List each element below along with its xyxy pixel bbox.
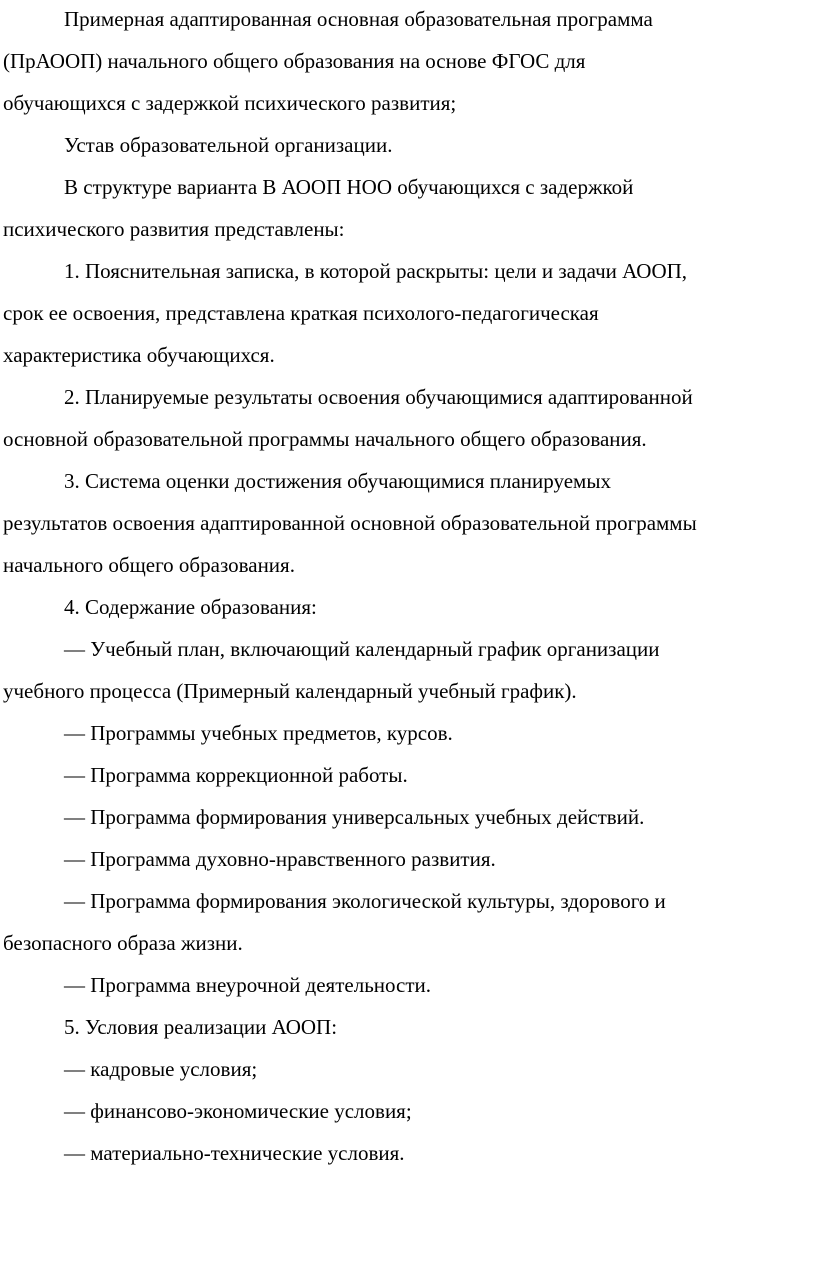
text-line: 3. Система оценки достижения обучающимися планируемых <box>64 469 611 493</box>
text-line: — Программа формирования универсальных учебных действий. <box>64 805 645 829</box>
text-line: результатов освоения адаптированной основной образовательной программы <box>3 511 697 535</box>
text-line: (ПрАООП) начального общего образования на основе ФГОС для <box>3 49 586 73</box>
text-line: 5. Условия реализации АООП: <box>64 1015 338 1039</box>
text-line: основной образовательной программы начального общего образования. <box>3 427 647 451</box>
text-line: безопасного образа жизни. <box>3 931 243 955</box>
text-line: — Программа внеурочной деятельности. <box>64 973 432 997</box>
text-line: — финансово-экономические условия; <box>64 1099 412 1123</box>
text-line: 2. Планируемые результаты освоения обучающимися адаптированной <box>64 385 693 409</box>
text-line: характеристика обучающихся. <box>3 343 275 367</box>
text-line: 4. Содержание образования: <box>64 595 317 619</box>
text-line: — кадровые условия; <box>64 1057 258 1081</box>
text-line: начального общего образования. <box>3 553 295 577</box>
text-line: Устав образовательной организации. <box>64 133 393 157</box>
text-line: — Учебный план, включающий календарный график организации <box>64 637 660 661</box>
text-line: срок ее освоения, представлена краткая психолого-педагогическая <box>3 301 599 325</box>
text-line: учебного процесса (Примерный календарный учебный график). <box>3 679 577 703</box>
text-line: 1. Пояснительная записка, в которой раскрыты: цели и задачи АООП, <box>64 259 688 283</box>
text-line: Примерная адаптированная основная образовательная программа <box>64 7 653 31</box>
text-line: — Программа коррекционной работы. <box>64 763 408 787</box>
text-line: обучающихся с задержкой психического развития; <box>3 91 457 115</box>
text-line: — материально-технические условия. <box>64 1141 405 1165</box>
text-line: В структуре варианта В АООП НОО обучающихся с задержкой <box>64 175 634 199</box>
text-line: — Программы учебных предметов, курсов. <box>64 721 453 745</box>
text-line: психического развития представлены: <box>3 217 345 241</box>
text-line: — Программа духовно-нравственного развития. <box>64 847 496 871</box>
text-line: — Программа формирования экологической культуры, здорового и <box>64 889 666 913</box>
